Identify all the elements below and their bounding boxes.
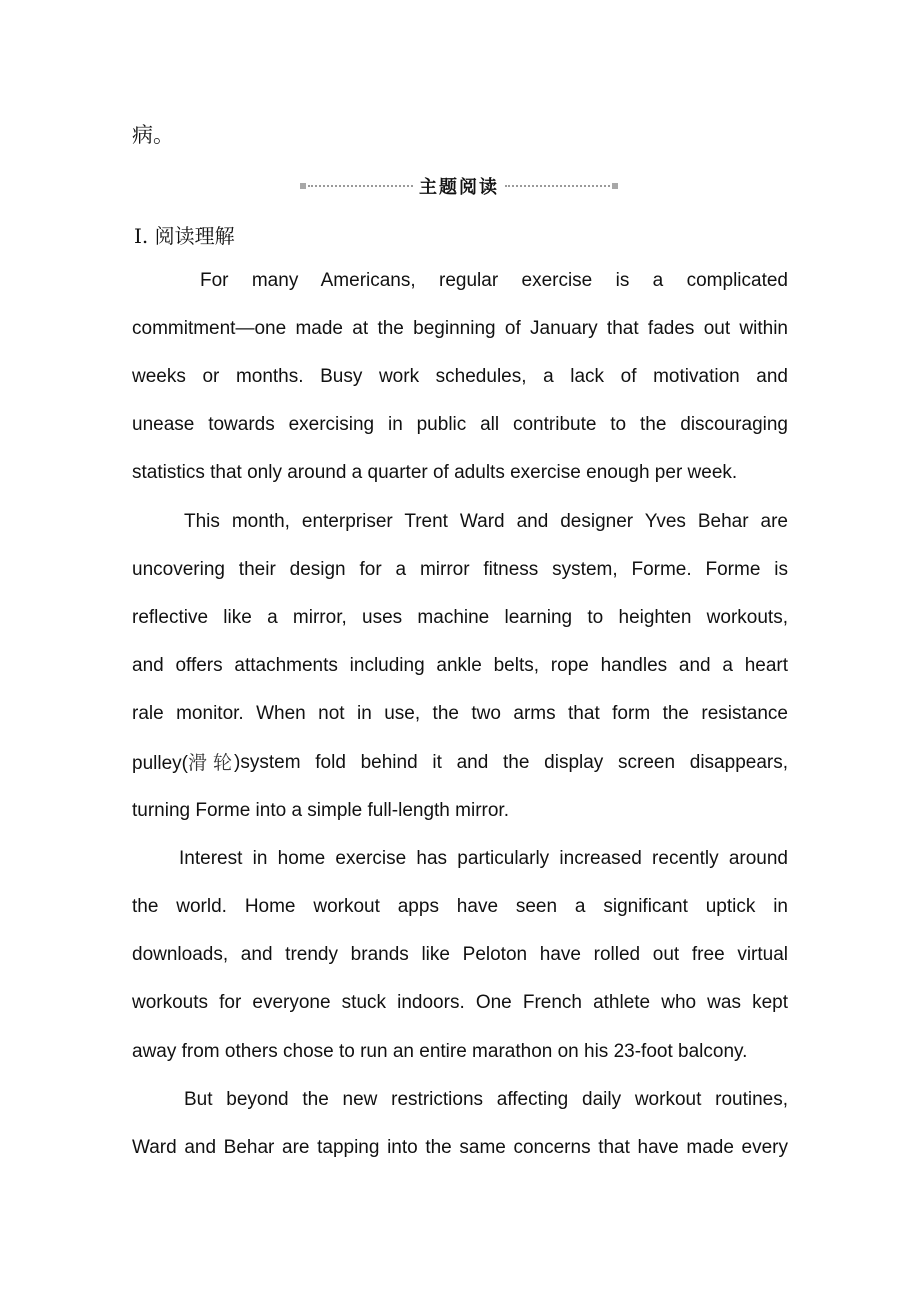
pulley-rest: )system fold behind it and the display screen disappears, xyxy=(234,752,788,773)
section-heading-banner xyxy=(300,172,618,200)
paragraph-3-line-1: Interest in home exercise has particularly increased recently around xyxy=(179,848,788,869)
paragraph-2-line-3: reflective like a mirror, uses machine learning to heighten workouts, xyxy=(132,607,788,628)
paragraph-1-line-4: unease towards exercising in public all contribute to the discouraging xyxy=(132,414,788,435)
dotted-rule-right xyxy=(505,185,610,187)
pulley-prefix: pulley( xyxy=(132,753,188,774)
dotted-rule-left xyxy=(308,185,413,187)
paragraph-2-line-2: uncovering their design for a mirror fitness system, Forme. Forme is xyxy=(132,559,788,580)
paragraph-3-line-5: away from others chose to run an entire marathon on his 23-foot balcony. xyxy=(132,1041,748,1062)
carryover-text: 病。 xyxy=(132,123,174,147)
paragraph-2-line-7: turning Forme into a simple full-length mirror. xyxy=(132,800,509,821)
rule-endcap-left xyxy=(300,183,306,189)
paragraph-2-line-5: rale monitor. When not in use, the two arms that form the resistance xyxy=(132,703,788,724)
paragraph-2-line-6 xyxy=(132,751,788,776)
pulley-gloss: 滑 轮 xyxy=(187,752,233,774)
paragraph-2-line-1: This month, enterpriser Trent Ward and designer Yves Behar are xyxy=(184,511,788,532)
paragraph-1-line-2: commitment—one made at the beginning of January that fades out within xyxy=(132,318,788,339)
section-heading: 主题阅读 xyxy=(419,177,499,198)
paragraph-3-line-3: downloads, and trendy brands like Peloton have rolled out free virtual xyxy=(132,944,788,965)
paragraph-1-line-1: For many Americans, regular exercise is a complicated xyxy=(200,270,788,291)
paragraph-1-line-3: weeks or months. Busy work schedules, a lack of motivation and xyxy=(132,366,788,387)
paragraph-4-line-1: But beyond the new restrictions affecting daily workout routines, xyxy=(184,1089,788,1110)
paragraph-3-line-2: the world. Home workout apps have seen a significant uptick in xyxy=(132,896,788,917)
paragraph-1-line-5: statistics that only around a quarter of adults exercise enough per week. xyxy=(132,462,738,483)
paragraph-2-line-4: and offers attachments including ankle belts, rope handles and a heart xyxy=(132,655,788,676)
rule-endcap-right xyxy=(612,183,618,189)
paragraph-3-line-4: workouts for everyone stuck indoors. One French athlete who was kept xyxy=(132,992,788,1013)
paragraph-4-line-2: Ward and Behar are tapping into the same concerns that have made every xyxy=(132,1137,788,1158)
subsection-label: Ⅰ. 阅读理解 xyxy=(134,224,235,248)
